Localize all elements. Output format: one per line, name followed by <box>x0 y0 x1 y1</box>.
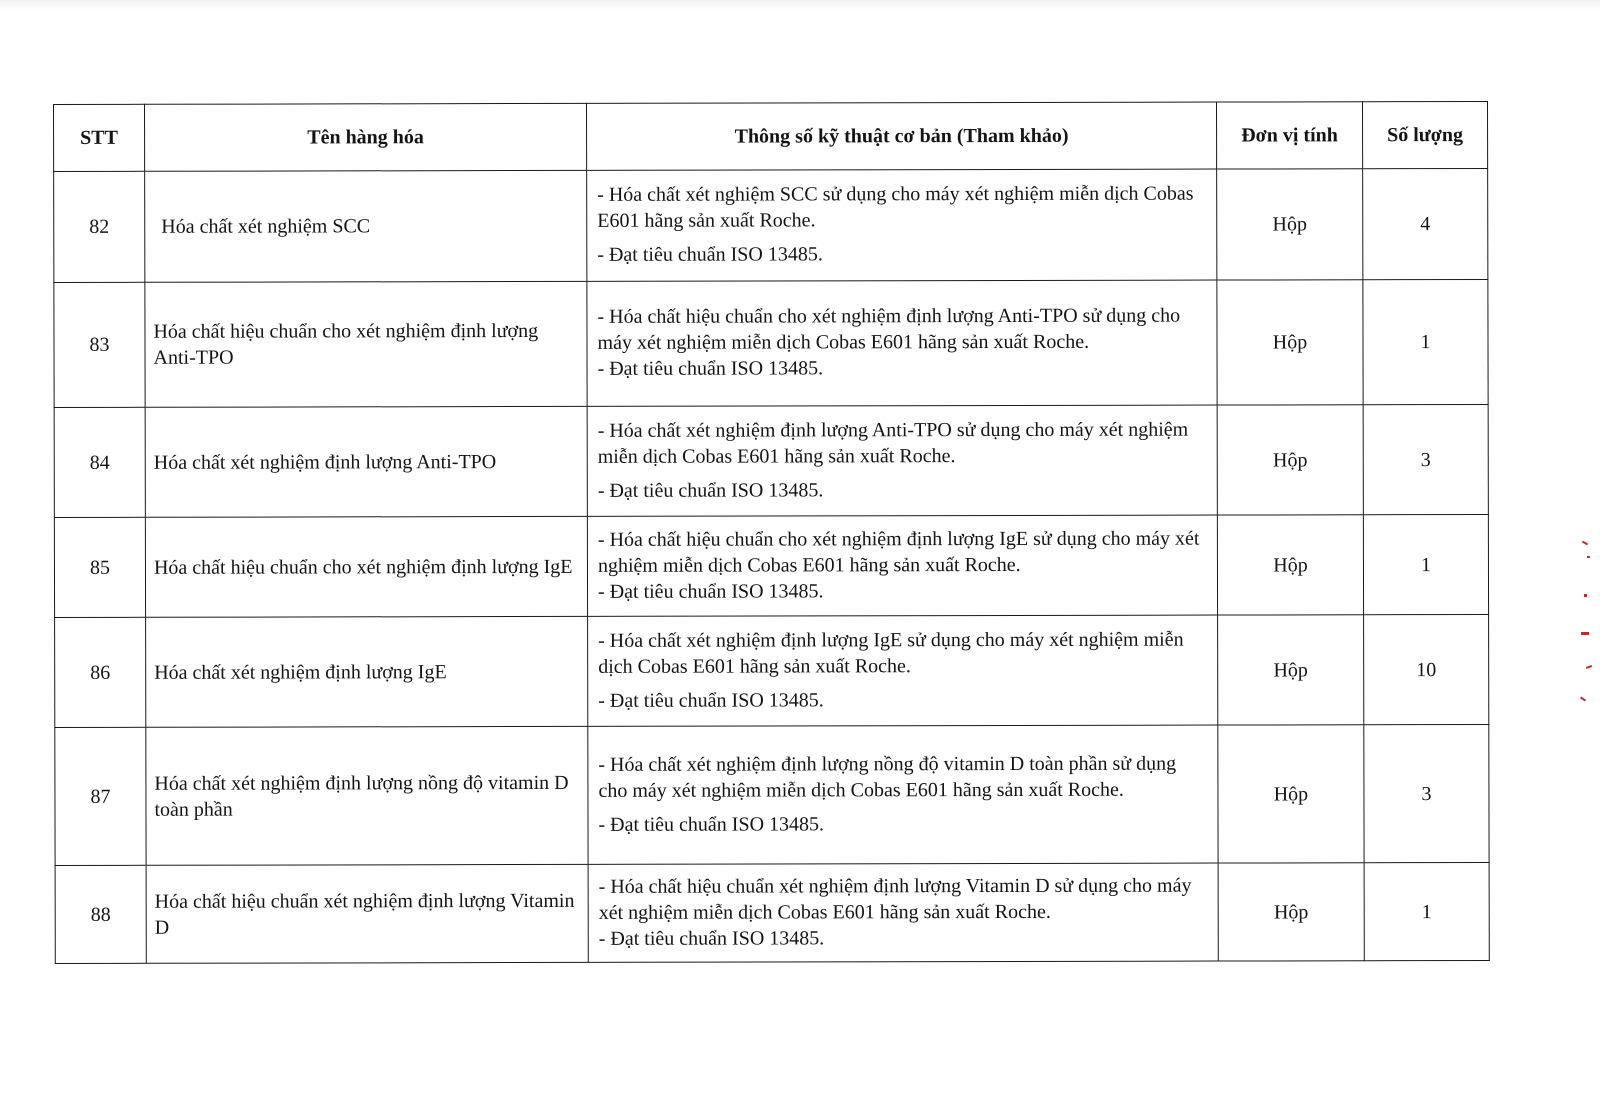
table-row <box>54 168 1488 282</box>
row-spec-cell <box>588 725 1218 864</box>
row-standard: - Đạt tiêu chuẩn ISO 13485. <box>598 688 824 712</box>
table-row <box>55 862 1489 963</box>
row-qty: 3 <box>1364 724 1489 862</box>
row-standard: - Đạt tiêu chuẩn ISO 13485. <box>597 579 824 603</box>
row-spec-cell <box>588 615 1218 726</box>
row-stt: 85 <box>54 517 145 617</box>
row-standard: - Đạt tiêu chuẩn ISO 13485. <box>598 812 825 836</box>
row-spec: - Hóa chất hiệu chuẩn cho xét nghiệm định lượng Anti-TPO sử dụng cho máy xét nghiệm miễn dịch Cobas E601 hãng sản xuất Roche. <box>597 304 1181 354</box>
row-spec: - Hóa chất xét nghiệm định lượng IgE sử dụng cho máy xét nghiệm miễn dịch Cobas E601 hãng sản xuất Roche. <box>598 628 1184 678</box>
row-name: Hóa chất xét nghiệm SCC <box>145 170 587 282</box>
row-unit: Hộp <box>1217 169 1363 280</box>
row-unit: Hộp <box>1217 405 1363 515</box>
table-row <box>55 724 1489 865</box>
row-stt: 87 <box>55 727 146 865</box>
row-spec: - Hóa chất xét nghiệm định lượng Anti-TPO sử dụng cho máy xét nghiệm miễn dịch Cobas E601 hãng sản xuất Roche. <box>597 418 1189 468</box>
row-qty: 1 <box>1363 514 1488 614</box>
table-row <box>55 614 1489 727</box>
header-spec: Thông số kỹ thuật cơ bản (Tham khảo) <box>586 102 1216 170</box>
row-spec: - Hóa chất hiệu chuẩn xét nghiệm định lượng Vitamin D sử dụng cho máy xét nghiệm miễn dịch Cobas E601 hãng sản xuất Roche. <box>598 874 1192 924</box>
row-qty: 1 <box>1363 279 1488 404</box>
row-name: Hóa chất xét nghiệm định lượng nồng độ vitamin D toàn phần <box>146 726 588 865</box>
row-standard: - Đạt tiêu chuẩn ISO 13485. <box>597 478 824 502</box>
row-name: Hóa chất hiệu chuẩn cho xét nghiệm định lượng IgE <box>145 516 587 617</box>
header-stt: STT <box>54 104 145 171</box>
stamp-bleed-marks <box>1578 540 1596 720</box>
row-spec-cell <box>587 280 1217 406</box>
row-standard: - Đạt tiêu chuẩn ISO 13485. <box>597 243 823 266</box>
row-unit: Hộp <box>1217 280 1363 405</box>
row-name: Hóa chất hiệu chuẩn xét nghiệm định lượng Vitamin D <box>146 864 588 963</box>
row-unit: Hộp <box>1218 725 1364 863</box>
header-name: Tên hàng hóa <box>145 103 587 171</box>
row-spec: - Hóa chất hiệu chuẩn cho xét nghiệm định lượng IgE sử dụng cho máy xét nghiệm miễn dịch Cobas E601 hãng sản xuất Roche. <box>597 527 1200 577</box>
table-row <box>54 514 1488 617</box>
row-spec: - Hóa chất xét nghiệm định lượng nồng độ vitamin D toàn phần sử dụng cho máy xét nghiệm miễn dịch Cobas E601 hãng sản xuất Roche. <box>598 752 1177 802</box>
row-name: Hóa chất xét nghiệm định lượng Anti-TPO <box>145 406 587 517</box>
row-stt: 86 <box>55 617 146 727</box>
row-stt: 82 <box>54 171 145 282</box>
row-standard: - Đạt tiêu chuẩn ISO 13485. <box>597 357 824 380</box>
row-spec-cell <box>587 169 1217 281</box>
row-stt: 83 <box>54 282 145 407</box>
row-qty: 3 <box>1363 404 1488 514</box>
table-row <box>54 279 1488 407</box>
row-name: Hóa chất hiệu chuẩn cho xét nghiệm định lượng Anti-TPO <box>145 281 587 407</box>
goods-spec-table <box>53 101 1490 964</box>
row-qty: 1 <box>1364 862 1489 960</box>
row-name: Hóa chất xét nghiệm định lượng IgE <box>146 616 588 727</box>
row-stt: 88 <box>55 865 146 963</box>
header-qty: Số lượng <box>1362 101 1487 168</box>
table-header-row <box>54 101 1488 171</box>
row-unit: Hộp <box>1218 615 1364 725</box>
table-row <box>54 404 1488 517</box>
row-spec: - Hóa chất xét nghiệm SCC sử dụng cho máy xét nghiệm miễn dịch Cobas E601 hãng sản xuất Roche. <box>597 182 1194 232</box>
row-stt: 84 <box>54 407 145 517</box>
row-standard: - Đạt tiêu chuẩn ISO 13485. <box>598 926 825 950</box>
row-spec-cell <box>587 405 1217 516</box>
row-spec-cell <box>588 863 1218 962</box>
header-unit: Đơn vị tính <box>1216 102 1362 169</box>
row-unit: Hộp <box>1217 515 1363 615</box>
row-qty: 4 <box>1363 168 1488 279</box>
row-spec-cell <box>587 515 1217 616</box>
row-qty: 10 <box>1364 614 1489 724</box>
scan-top-edge <box>0 0 1600 10</box>
row-unit: Hộp <box>1218 863 1364 961</box>
